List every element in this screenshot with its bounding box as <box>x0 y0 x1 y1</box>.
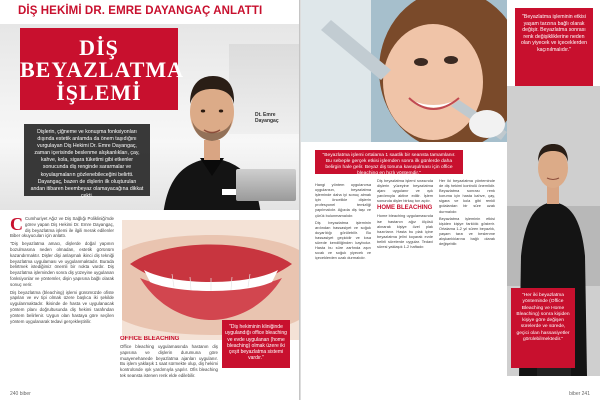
right-page <box>301 0 600 400</box>
right-column-1 <box>315 182 371 388</box>
right-col2-paragraph-1: Diş beyazlatma işlemi sırasında dişlerin yüzeyine beyazlatma ajanı uygulanır ve ışık yardımıyla aktive edilir. İşlem sonunda dişler birkaç ton açılır. <box>377 178 433 204</box>
intro-text: Dişlerin, çiğneme ve konuşma fonksiyonları dışında estetik anlamda da önem taşıdığını vurgulayan Diş Hekimi Dr. Emre Dayangaç, zaman içerisinde beslenme alışkanlıkları, çay, kahve, kola, sigara tüketimi gibi etkenler sonucunda diş renginde sararmalar ve koyulaşmaların gözlenebileceğini belirtti. Dayangaç, bazen de dişlerin ilk oluşturulan andan itibaren beembeyaz olamayacağına dikkat çekti. <box>30 129 144 199</box>
body-paragraph-3: Diş beyazlatma (bleaching) işlemi günümüzde ofiste yapılan ve ev tipi olmak üzere başlıca iki şekilde uygulanmaktadır. İkisinde de hasta ve uygulanacak yöntem planı doğrultusunda diş hekimi tarafından yöntem belirlenir. Uygun olan hastaya göre seçilen yöntem uygulanarak tedavi gerçekleştirilir. <box>10 289 114 324</box>
office-bleaching-section <box>120 336 218 392</box>
drop-cap: C <box>10 216 23 234</box>
headline-bar <box>0 0 299 24</box>
title-line-3: İŞLEMİ <box>56 80 142 105</box>
page-number-right: biber 241 <box>569 391 590 397</box>
right-col1-paragraph-1: Hangi yöntem uygulanırsa uygulansın, beyazlatma işleminde daha iyi sonuç almak için öncelikle dişlerin profesyonel temizliği yapılmalıdır. Ağızda diş taşı ve çürük bulunmamalıdır. <box>315 182 371 218</box>
body-paragraph-1: Cumhuriyet Ağız ve Diş Sağlığı Polikliniği'nde görev yapan Diş Hekimi Dr. Emre Dayangaç, diş beyazlatma işlemi ile ilgili merak edilenler Biber okuyucuları için anlattı. <box>10 216 114 239</box>
photo-caption-surname: Dayangaç <box>255 118 279 124</box>
body-paragraph <box>10 216 114 239</box>
right-col2-paragraph-2: Home bleaching uygulamasında ise hastanın ağız ölçüsü alınarak kişiye özel plak hazırlanır. Hasta bu plak içine beyazlatma jelini koyarak evde belirli sürelerde uygular. Tedavi süresi yaklaşık 1-2 haftadır. <box>377 213 433 250</box>
intro-box <box>24 124 150 199</box>
face-illustration <box>301 0 507 142</box>
right-column-2 <box>377 178 433 388</box>
page-number-left: 240 biber <box>10 391 31 397</box>
section-title-office-bleaching: OFFICE BLEACHING <box>120 336 180 342</box>
headline: DİŞ HEKİMİ DR. EMRE DAYANGAÇ ANLATTI <box>18 5 263 17</box>
right-col3-paragraph-1: Her iki beyazlatma yönteminde de diş hekimi kontrolü önemlidir. Beyazlatma sonrası renk koruma için hasta kahve, çay, sigara ve kola gibi renkli gıdalardan bir süre uzak durmalıdır. <box>439 178 495 214</box>
patient-face-photo <box>301 0 507 142</box>
right-column-3 <box>439 178 495 388</box>
pull-quote-top: "Beyazlatma işleminin etkisi yaşam tarzına bağlı olarak değişir. Beyazlatma sonrası renk değişikliklerine neden olan yiyecek ve içeceklerden kaçınılmalıdır." <box>515 8 593 86</box>
pull-quote-bottom-right: "Her iki beyazlatma yönteminde (Office Bleaching ve Home Bleaching) sonra kişiden kişiye göre değişen sürelerde ve sürede, geçici olan hassasiyetler görülebilmektedir." <box>511 288 575 368</box>
left-page <box>0 0 299 400</box>
office-bleaching-paragraph: Office bleaching uygulamasında hastanın diş yapısına ve dişlerin durumuna göre muayenehanede beyazlatma ajanları uygulanır. Bu işlem yaklaşık 1 saat sürmekte olup, diş hekimi kontrolünde ışık yardımıyla yapılır. Ofis bleaching tek seansta istenen renk elde edilebilir. <box>120 344 218 378</box>
title-line-2: BEYAZLATMA <box>20 57 185 82</box>
photo-caption-name: Dt. Emre <box>255 112 276 118</box>
right-col1-paragraph-2: Diş beyazlatma işleminin ardından hassasiyet ve soğuk duyarlılığı görülebilir. Bu hassasiyet geçicidir ve kısa sürede kendiliğinden kaybolur. Hasta bu süre zarfında aşırı sıcak ve soğuk yiyecek ve içeceklerden uzak durmalıdır. <box>315 219 371 261</box>
left-body-column <box>10 216 114 390</box>
right-col3-paragraph-2: Beyazlatma işleminin etkisi kişiden kişiye farklılık gösterir. Ortalama 1-2 yıl süren beyazlık, yaşam tarzı ve beslenme alışkanlıklarına bağlı olarak değişebilir. <box>439 215 495 247</box>
title-line-1: DİŞ <box>79 35 119 60</box>
laptop <box>236 169 296 201</box>
pull-quote-middle: "Beyazlatma işlemi ortalama 1 saatlik bir seansta tamamlanır. Bu sebeple gerçek etkisi işlemden sonra ilk günlerde daha belirgin hale gelir. Beyaz diş tonuna kavuşulması için office bleaching en hızlı yöntemdir." <box>315 150 463 174</box>
body-paragraph-2: "Diş beyazlatma amacı, dişlerde doğal yapının bozulmasına neden olmadan, estetik görünüm kazandırmaktır. Dişler dişi anlaşmalı ikinci diş tekniği beyazlatma uygulaması ve uygulanmaktadır. Burada belirtmek istediğimiz önemli bir nokta vardır. Diş beyazlatma işleminden sonra diş yüzeyine uygulanan fonksiyonlar ve yöntemler, dişin yapısına bağlı olarak sonuç verir. <box>10 241 114 287</box>
title-box <box>20 28 185 110</box>
pull-quote-left: "Diş hekiminin kliniğinde uygulandığı office bleaching ve evde uygulanan (home bleaching) olmak üzere iki çeşit beyazlatma sistemi vardır." <box>222 320 290 368</box>
photo-caption <box>255 112 279 124</box>
section-title-home-bleaching: HOME BLEACHING <box>377 205 433 212</box>
